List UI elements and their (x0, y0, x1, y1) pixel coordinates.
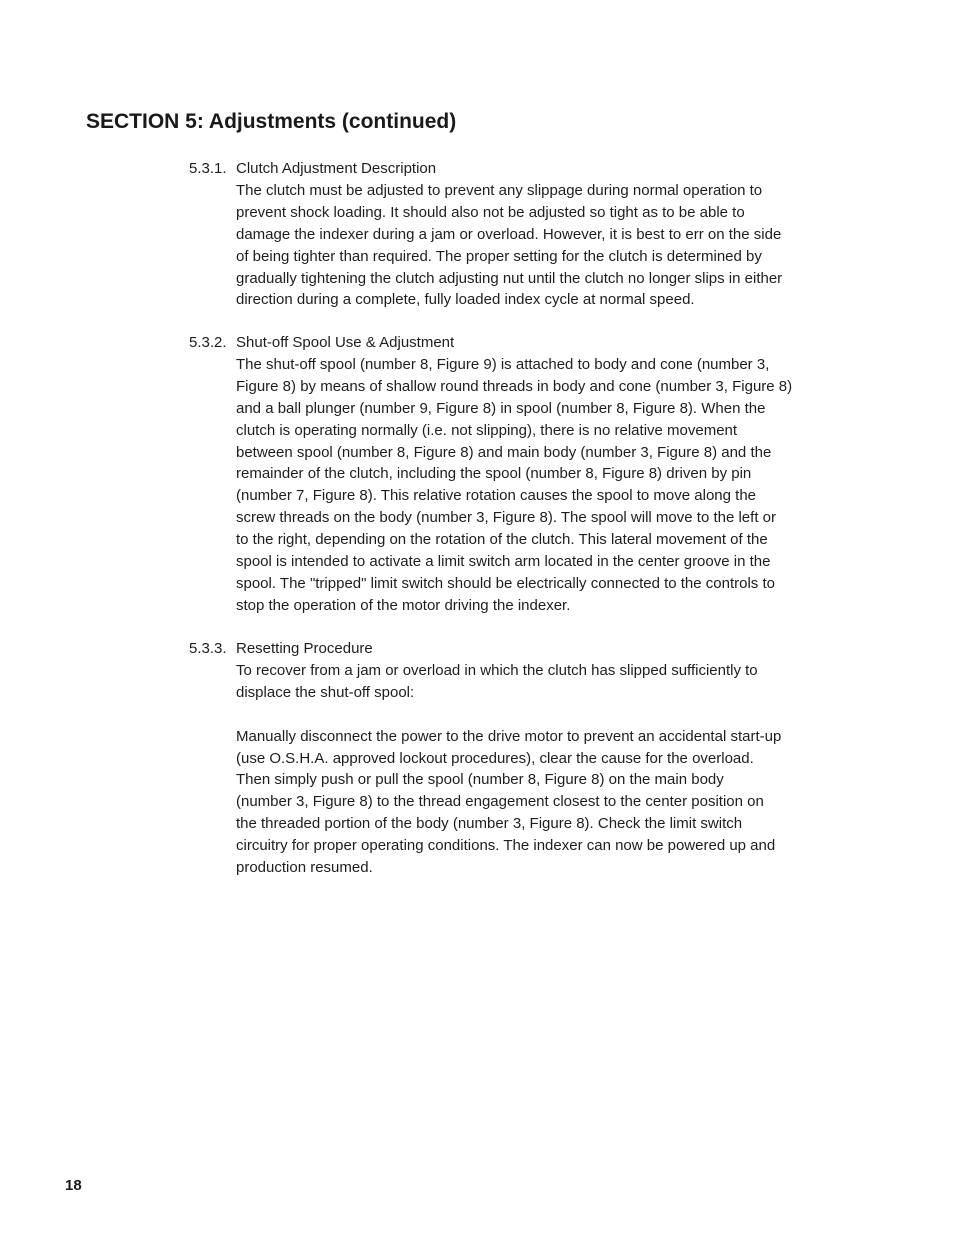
subsection-number: 5.3.3. (189, 640, 227, 657)
subsection-resetting-procedure (189, 638, 829, 879)
subsection-title: Shut-off Spool Use & Adjustment (236, 334, 455, 351)
subsection-paragraph: The clutch must be adjusted to prevent any slippage during normal operation to prevent shock loading. It should also not be adjusted so tight as to be able to damage the indexer during a jam or overload. However, it is best to err on the side of being tighter than required. The proper setting for the clutch is determined by gradually tightening the clutch adjusting nut until the clutch no longer slips in either direction during a complete, fully loaded index cycle at normal speed. (236, 181, 783, 309)
paragraph-spacer (189, 704, 829, 726)
section-title: SECTION 5: Adjustments (continued) (86, 110, 457, 133)
subsection-number: 5.3.2. (189, 334, 227, 351)
subsection-clutch-adjustment (189, 158, 829, 311)
subsection-paragraph: To recover from a jam or overload in which the clutch has slipped sufficiently to displace the shut-off spool: (236, 661, 758, 701)
subsection-paragraph: Manually disconnect the power to the drive motor to prevent an accidental start-up (use O.S.H.A. approved lockout procedures), clear the cause for the overload. Then simply push or pull the spool (number 8, Figure 8) on the main body (number 3, Figure 8) to the thread engagement closest to the center position on the threaded portion of the body (number 3, Figure 8). Check the limit switch circuitry for proper operating conditions. The indexer can now be powered up and production resumed. (236, 727, 782, 877)
subsection-title: Clutch Adjustment Description (236, 160, 437, 177)
subsection-heading (189, 158, 829, 180)
subsection-number: 5.3.1. (189, 160, 227, 177)
subsection-paragraph: The shut-off spool (number 8, Figure 9) is attached to body and cone (number 3, Figure 8) by means of shallow round threads in body and cone (number 3, Figure 8) and a ball plunger (number 9, Figure 8) in spool (number 8, Figure 8). When the clutch is operating normally (i.e. not slipping), there is no relative movement between spool (number 8, Figure 8) and main body (number 3, Figure 8) and the remainder of the clutch, including the spool (number 8, Figure 8) driven by pin (number 7, Figure 8). This relative rotation causes the spool to move along the screw threads on the body (number 3, Figure 8). The spool will move to the left or to the right, depending on the rotation of the clutch. This lateral movement of the spool is intended to activate a limit switch arm located in the center groove in the spool. The "tripped" limit switch should be electrically connected to the controls to stop the operation of the motor driving the indexer. (236, 355, 793, 614)
subsection-heading (189, 638, 829, 660)
subsection-shutoff-spool (189, 332, 829, 617)
subsection-heading (189, 332, 829, 354)
page-number: 18 (65, 1177, 82, 1194)
subsection-title: Resetting Procedure (236, 640, 373, 657)
